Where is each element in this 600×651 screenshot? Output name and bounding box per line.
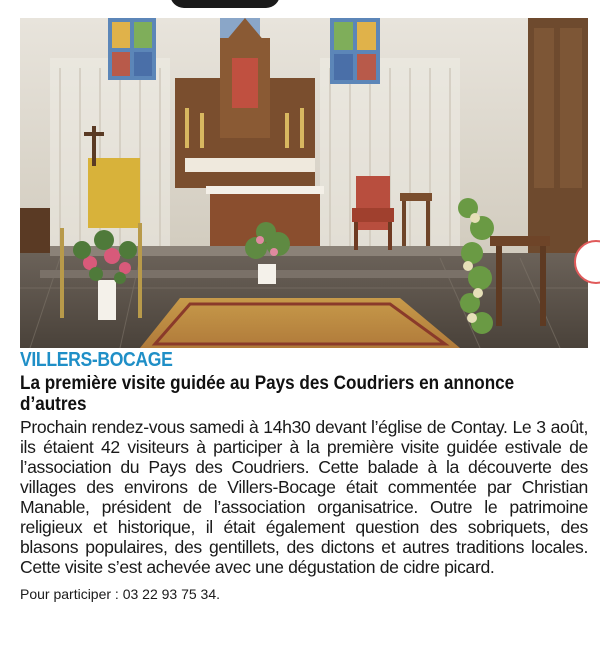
contact-line: Pour participer : 03 22 93 75 34. xyxy=(20,586,221,602)
church-interior-photo xyxy=(20,18,588,348)
article-body: Prochain rendez-vous samedi à 14h30 devant l’église de Contay. Le 3 août, ils étaient 42 visiteurs à participer à la première visite guidée estivale de l’association du Pays des Coudriers. Cette balade à la découverte des villages des environs de Villers-Bocage était commentée par Christian Manable, président de l’association organisatrice. Outre le patrimoine religieux et historique, il était également question des sobriquets, des blasons populaires, des gentillets, des dictons et autres traditions locales. Cette visite s’est achevée avec une dégustation de cidre picard. xyxy=(20,417,588,577)
location-kicker: VILLERS-BOCAGE xyxy=(20,349,173,371)
cropped-heading-fragment xyxy=(170,0,280,8)
previous-article-fragment xyxy=(0,0,600,18)
news-article xyxy=(20,348,588,603)
church-interior-illustration xyxy=(20,18,588,348)
article-headline: La première visite guidée au Pays des Coudriers en annonce d’autres xyxy=(20,373,515,415)
